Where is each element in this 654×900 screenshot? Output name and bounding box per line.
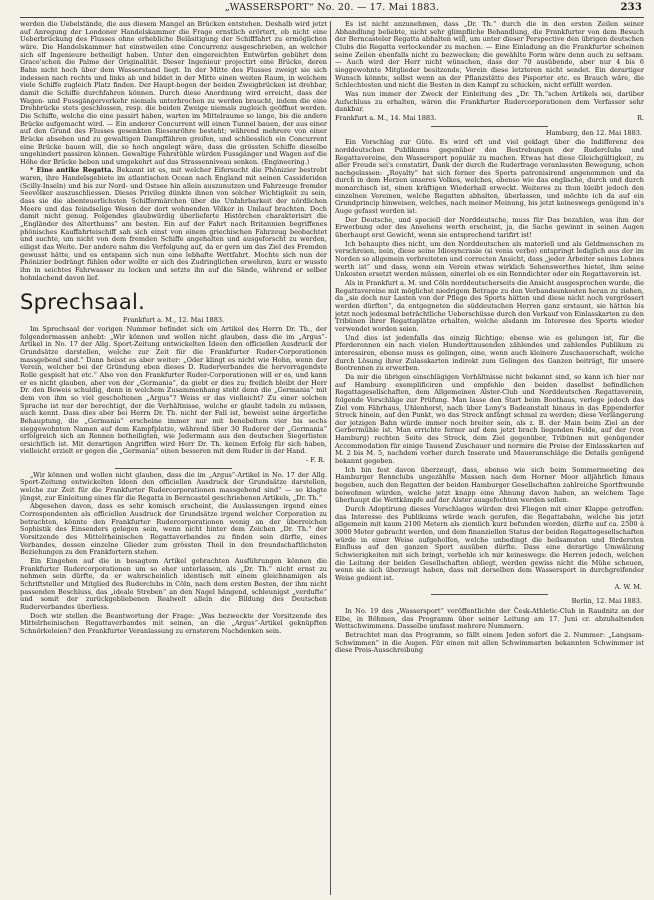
letter-rudercorporationen-paragraph-6: Was nun immer der Zweck der Einleitung des „Dr. Th.“schen Artikels sei, darüber Aufschluss zu erhalten, wären die Frankfurter Rudercorporationen dem Verfasser sehr dankbar.: [335, 89, 644, 114]
article-antike-regatta-body: Bekannt ist es, mit welcher Eifersucht die Phönizier bestrebt waren, ihre Handelsgebiete im atlantischen Ocean nach England mit seinen Cassideriden (Scilly-Inseln) und bis zur Nord- und Ostsee hin allein auszunutzen und Fahrzeuge fremder Seevölker auszuschliessen. Dieses Privileg dünkte ihnen von solcher Wichtigkeit zu sein, dass sie die abenteuerlichsten Schiffermärchen über die Unfahrbarkeit der nördlichen Meere und das feindselige Wesen der dort wohnenden Völker in Umlauf brachten. Doch damit nicht genug. Folgendes glaubwürdig überlieferte Histörchen charakterisirt die „Engländer des Alterthums“ am besten. Ein auf der Fahrt nach Britannien begriffenes phönisches Kauffahrteischiff sah sich einst von einem griechischen Fahrzeug beobachtet und suchte, um nicht von dem fremden Schiffe angehalten und ausgeforscht zu werden, eiligst das Weite. Der andere nahm die Verfolgung auf, da er gern um das Ziel des Fremden gewusst hätte, und es entspann sich nun eine lebhafte Wettfahrt. Mochte sich nun der Phönizier bedrängt fühlen oder wollte er sich des Zudringlichen erwehren, kurz er wusste ihn in seichtes Fahrwasser zu locken und setzte ihn auf die Sände, während er selber hohnlachend davon lief.: [20, 166, 327, 282]
separator-line: [431, 126, 548, 127]
right-column: [335, 21, 644, 895]
letter-vorschlag-paragraph-8: Durch Adoptirung dieses Vorschlages würden drei Fliegen mit einer Klappe getroffen: das Interesse des Publikums würde wach gerufen, die Regattabahn, welche bis jetzt allgemein mit kaum 2100 Metern als ziemlich kurz befunden worden, dürfte auf ca. 2500 à 3000 Meter gebracht werden, und dem finanziellen Status der beiden Regattegesellschaften würde in einer Weise aufgeholfen, welche unbedingt die heilsamsten und fördersten Einfluss auf den ganzen Sport ausüben dürfte. Dass eine derartige Umwälzung Schwierigkeiten mit sich bringt, verhehle ich mir keineswegs: die Herren jedoch, welchen die Leitung der beiden Gesellschaften obliegt, werden gewiss nicht die Mühe scheuen, wenn sie sich überzeugt haben, dass mit derselben dem Wassersport in durchgreifender Weise gedient ist.: [335, 505, 644, 582]
dateline-frankfurt-12: Frankfurt a. M., 12. Mai 1883.: [122, 316, 225, 325]
article-bridges-continued: werden die Uebelstände, die aus diesem Mangel an Brücken entstehen. Deshalb wird jetzt auf Anregung der Londoner Handelskammer die Frage ernstlich erörtert, ob nicht eine Ueberbrückung des Flusses ohne erhebliche Beläsitigung der Schifffahrt zu ermöglichen wäre. Die Handelskammer hat einstweilen eine Concurrenz ausgeschrieben, an welcher sich elf Ingenieure betheiligt haben. Unter den eingereichten Entwürfen gebührt dem Grace'schen die Palme der Originalität. Dieser Ingenieur projectirt eine Brücke, deren Bahn nicht hoch über dem Wasserstand liegt. In der Mitte des Flusses zweigt sie sich indessen nach rechts und links ab und bildet in der Mitte einen weiten Raum, in welchem viele Schiffe zugleich Platz finden. Der Haupt-bogen der beiden Zweigbrücken ist drehbar, damit die Schiffe durchfahren können. Durch diese Anordnung wird erreicht, dass der Wagen- und Fussgängerverkehr niemals unterbrochen zu werden braucht, indem die eine Drehbrücke stets geschlossen, resp. die beiden Zweige niemals zugleich geöffnet werden. Die Schiffe, welche die eine passirt haben, warten im Mittelraume so lange, bis die andere Brücke aufgemacht wird. — Ein anderer Concurrent will einen Tunnel bauen, der aus einer auf den Grund des Flusses gesenkten Riesenröhre besteht; während mehrere von einer Brücke absehen und zu gewaltigen Dampffähren greifen, und schliesslich ein Concurrent eine Brücke bauen will, die so hoch angelegt wäre, dass die grössten Schiffe dieselbe ungehindert passiren können. Gewaltige Fahrstühle würden Fussgänger und Wagen auf die Höhe der Brücke heben und umgekehrt auf das Strassenniveau senken. (Engineering.): [20, 21, 327, 166]
letter-rudercorporationen-paragraph-5: Es ist nicht anzunehmen, dass „Dr. Th.“ durch die in den ersten Zeilen seiner Abhandlung beliebte, nicht sehr glimpfliche Behandlung, die Frankfurter von dem Besuch der Berncasteler Regatta abhalten will, um unter dieser Perspective den übrigen deutschen Clubs die Regatta verlockender zu machen. — Eine Einladung an die Frankfurter scheinen seine Zeilen ebenfalls nicht zu bezwecken; die gewählte Form wäre denn auch zu seltsam. — Auch wird der Herr nicht wünschen, dass der 70 ausübende, aber nur 4 bis 6 sieggewohnte Mitglieder besitzende, Verein diese letzteren nicht sendet. Ein derartiger Wunsch könnte, selbst wenn an der Pflanzstätte des Pisporter etc. es Brauch wäre, die Schlechtesten und nicht die Besten in den Kampf zu schicken, nicht erfüllt werden.: [335, 21, 644, 90]
letter-vorschlag-paragraph-7: Ich bin fest davon überzeugt, dass, ebenso wie sich beim Sommermeeting des Hamburger Rennclubs ungezählte Massen nach dem Horner Moor alljährlich hinaus begeben, auch den Regatten der beiden Hamburger Gesellschaften zahlreiche Sportfreunde beiwohnen würden, welche jetzt knapp eine Ahnung davon haben, an welchem Tage überhaupt die Wettkämpfe auf der Alster ausgefochten werden sollen.: [335, 465, 644, 505]
letter-frankfurt-paragraph-1: Im Sprechsaal der vorigen Nummer befindet sich ein Artikel des Herrn Dr. Th., der folgendermassen anhebt: „Wir können und wollen nicht glauben, dass die im „Argus“-Artikel in No. 17 der Allg. Sport-Zeitung entwickelten Ideen den officiellen Ausdruck der Grundsätze darstellen, welche zur Zeit für die Frankfurter Ruder-Corporationen massgebend sind.“ Dann heisst es aber weiter: „Oder klingt es nicht wie Hohn, wenn der Verein, welcher bei der Gründung eben dieses D. Ruderverbandes die hervorragendste Rolle gespielt hat etc.“ Also von den Frankfurter Ruder-Corporationen will er es, und kann er es nicht glauben, aber von der „Germania“, da giebt er dies zu; freilich bleibt der Herr Dr. den Beweis schuldig, denn in welchem Zusammenhang steht denn die „Germania“ mit dem von ihm so viel gescholtenen „Argus“? Weiss er das vielleicht? Zu einer solchen Sprache ist nur der berechtigt, der die Verhältnisse, welche er glaubt tadeln zu müssen, auch kennt. Dass dies aber bei Herrn Dr. Th. nicht der Fall ist, beweist seine ärgerliche Behauptung, die „Germania“ erscheine immer nur mit benebeltem vier bis sechs sieggewohnten Namen auf dem Kampfplatze, während über 30 Ruderer der „Germania“ erfolgreich sich an Rennen betheiligten, wie Jedermann aus den deutschen Siegerlisten ersichtlich ist. Mit derartigen Angriffen wird Herr Dr. Th. keinen Erfolg für sich haben, vielleicht erzielt er gegen die „Germania“ einen besseren mit dem Ruder in der Hand.: [20, 324, 327, 456]
letter-vorschlag-paragraph-6: Da mir die übrigen einschlägigen Verhältnisse nicht bekannt sind, so kann ich hier nur auf Hamburg exemplificiren und empfehle den beiden daselbst befindlichen Regattagesellschaften, dem Allgemeinen Alster-Club und Norddeutschen Regattaverein, folgende Vorschläge zur Prüfung. Man lasse den Start beim Boothaus, verlege jedoch das Ziel vom Fährhaus, Uhlenhorst, nach über Lony's Badeanstalt hinaus in das Eppendorfer Streck hinein, auf den Punkt, wo das Streck anfängt schmal zu werden; diese Verlängerung der jetzigen Bahn würde immer noch breiter sein, als z. B. der Main beim Ziel an der Gerbermühle ist. Man errichte ferner auf dem jetzt brach liegenden Felde, auf der (von Hamburg) rechten Seite des Streck, dem Ziel gegenüber, Tribünen mit genügender Accommodation für einige Tausend Zuschauer und normire die Preise der Einlasskarten auf M. 2 bis M. 5, nachdem vorher durch Inserate und Maueranschläge die Details genügend bekannt gegeben.: [335, 372, 644, 466]
letter-rudercorporationen-paragraph-3: Ein Eingehen auf die in besagtem Artikel gebrachten Ausführungen können die Frankfurter Rudercorporationen um so eher unterlassen, als „Dr. Th.“ nicht ernst zu nehmen sein dürfte, da er wahrscheinlich identisch mit einem gleichnamigen als Schriftsteller und Mitglied des Ruderclubs in Cöln, nach dem ersten Besten, der ihm nicht passenden Beschluss, das „ideale Streben“ an den Nagel hängend, schleunigst „verdufte“ und somit der zurückgebliebenen Realwelt allein die Bildung des Deutschen Ruderverbandes überliess.: [20, 557, 327, 611]
separator-line: [431, 594, 548, 595]
letter-vorschlag-paragraph-5: Und dies ist jedenfalls das einzig Richtige: ebenso wie es gelungen ist, für die Pferderennen ein nach vielen Hunderttausenden zählendes und zahlendes Publikum zu interessiren, ebenso muss es gelingen, eine, wenn auch kleinere Zuschauerschaft, welche durch Lösung ihrer Zulasskarten indirekt zum Gelingen des Ganzen beiträgt, für unsere Bootrennen zu erwerben.: [335, 333, 644, 373]
page-number: 233: [620, 2, 642, 13]
signature-initial: R.: [636, 113, 644, 122]
letter-vorschlag-paragraph-1: Ein Vorschlag zur Güte. Es wird oft und viel geklagt über die Indifferenz des norddeutschen Publikums gegenüber den Bestrebungen der Ruderclubs und Regattavereine, den Wassersport populär zu machen. Etwas hat diese Gleichgültigkeit, zu aller Freude sei's constatirt, Dank der durch die Ruderfrage veranlassten Bewegung, schon nachgelassen: „Royalty“ hat sich ferner des Sports patronisirend angenommen und da durch in dem Herzen unseres Volkes, welches, ebenso wie das englische, durch und durch monarchisch ist, einen kräftigen Wiederhall erweckt. Weiteres zu thun bleibt jedoch den einzelnen Vereinen, welche Regatten abhalten, überlassen, und möchte ich da auf ein Grundprincip hinweisen, welches, nach meiner Meinung, bis jetzt keineswegs genügend in's Auge gefasst worden ist.: [335, 138, 644, 216]
signature-frankfurt-14: [335, 115, 644, 123]
letter-rudercorporationen-paragraph-1: „Wir können und wollen nicht glauben, dass die im „Argus“-Artikel in No. 17 der Allg. Sport-Zeitung entwickelten Ideen den officiellen Ausdruck der Grundsätze darstellen, welche zur Zeit für die Frankfurter Rudercorporationen massgebend sind“ — so klagte jüngst, zur Einleitung eines für die Regatta in Berncastel geschriebenen Artikels, „Dr. Th.“: [20, 470, 327, 502]
dateline-berlin: Berlin, 12. Mai 1883.: [571, 597, 642, 606]
signature-place-date: Frankfurt a. M., 14. Mai 1883.: [335, 113, 437, 122]
letter-vorschlag-paragraph-2: Der Deutsche, und speciell der Norddeutsche, muss für Das bezahlen, was ihm der Erwerbung oder des Ansehens werth erscheint, ja, die Sache gewinnt in seinen Augen überhaupt erst Gewicht, wenn sie entsprechend tarifirt ist!: [335, 215, 644, 240]
letter-vorschlag-paragraph-4: Als in Frankfurt a. M. und Cöln norddeutscherseits die Ansicht ausgesprochen wurde, die Regattavereine mit möglichst niedrigem Betrage zu den Verbandsunkosten heran zu ziehen, da „sie doch nur Lasten von der Pflege des Sports hätten und diese nicht noch vergrössert werden dürften“, da entgegneten die süddeutschen Herren ganz erstaunt, sie hätten bis jetzt noch jedesmal beträchtliche Ueberschüsse durch den Verkauf von Einlasskarten zu den Tribünen ihrer Regattaplätze erhalten, welche alsdann im Interesse des Sports wieder verwendet worden seien.: [335, 279, 644, 333]
page-header: [20, 0, 644, 18]
dateline-hamburg: Hamburg, den 12. Mai 1883.: [545, 128, 642, 137]
signature-a-w-m: A. W. M.: [614, 582, 642, 591]
column-rule: [330, 21, 331, 895]
letter-rudercorporationen-paragraph-4: Doch wir stellen die Beantwortung der Frage: „Was bezweckte der Vorsitzende des Mittelrheinischen Regattaverbandes mit seinen, an die „Argus“-Artikel geknüpften Schnörkeleien? den Frankfurter Veranlassung zu ernsterem Nachdenken sein.: [20, 611, 327, 635]
left-column: [20, 21, 327, 895]
article-antike-regatta-heading: * Eine antike Regatta.: [30, 166, 114, 175]
letter-rudercorporationen-paragraph-2: Abgesehen davon, dass es sehr komisch erscheint, die Auslassungen irgend eines Correspondenten als officiellen Ausdruck der Grundsätze irgend welcher Corporation zu betrachten, könnte den Frankfurter Rudercorporationen wenig an der überreichen Sophistik des Einsenders gelegen sein, wenn nicht hinter dem Zeichen „Dr. Th.“ der Vorsitzende des Mittelrheinischen Regattaverbandes zu finden sein dürfte, eines Verbandes, dessen einzelne Glieder zum grössten Theil in den freundschaftlichsten Beziehungen zu den Frankfortern stehen.: [20, 502, 327, 557]
running-title: „WASSERSPORT“ No. 20. — 17. Mai 1883.: [224, 2, 440, 13]
letter-berlin-paragraph-1: In No. 19 des „Wassersport“ veröffentlichte der Česk-Athletic-Club in Raudnitz an der Elbe, in Böhmen, das Programm über seiner Leitung am 17. Juni cr. abzuhaltenden Wettschwimmens. Dasselbe umfasst mehrere Nummern.: [335, 606, 644, 631]
separator-line: [115, 468, 232, 469]
section-title-sprechsaal: Sprechsaal.: [20, 290, 146, 315]
signature-f-r: - F. R.: [306, 456, 325, 465]
letter-vorschlag-paragraph-3: Ich behaupte dies nicht, um den Norddeutschen als materiell und als Geldmenschen zu verschreien, nein, diese seine Idiosyncrasie (si venia verbo) entspringt lediglich aus der im Norden so allgemein verbreiteten und correcten Ansicht, dass „jeder Arbeiter seines Lohnes werth ist“ und dass, wenn ein Verein etwas wirklich Sehenswerthes bietet, ihm seine Unkosten ersetzt werden müssen, einerlei ob es ein Renndichter oder ein Regattaverein ist.: [335, 239, 644, 279]
letter-berlin-paragraph-2: Betrachtet man das Programm, so fällt einem Jeden sofort die 2. Nummer: „Langsam-Schwimmen“ in die Augen. Für einen mit allen Schwimmarten bekannten Schwimmer ist diese Preis-Ausschreibung: [335, 630, 644, 655]
article-antike-regatta: [20, 167, 327, 282]
